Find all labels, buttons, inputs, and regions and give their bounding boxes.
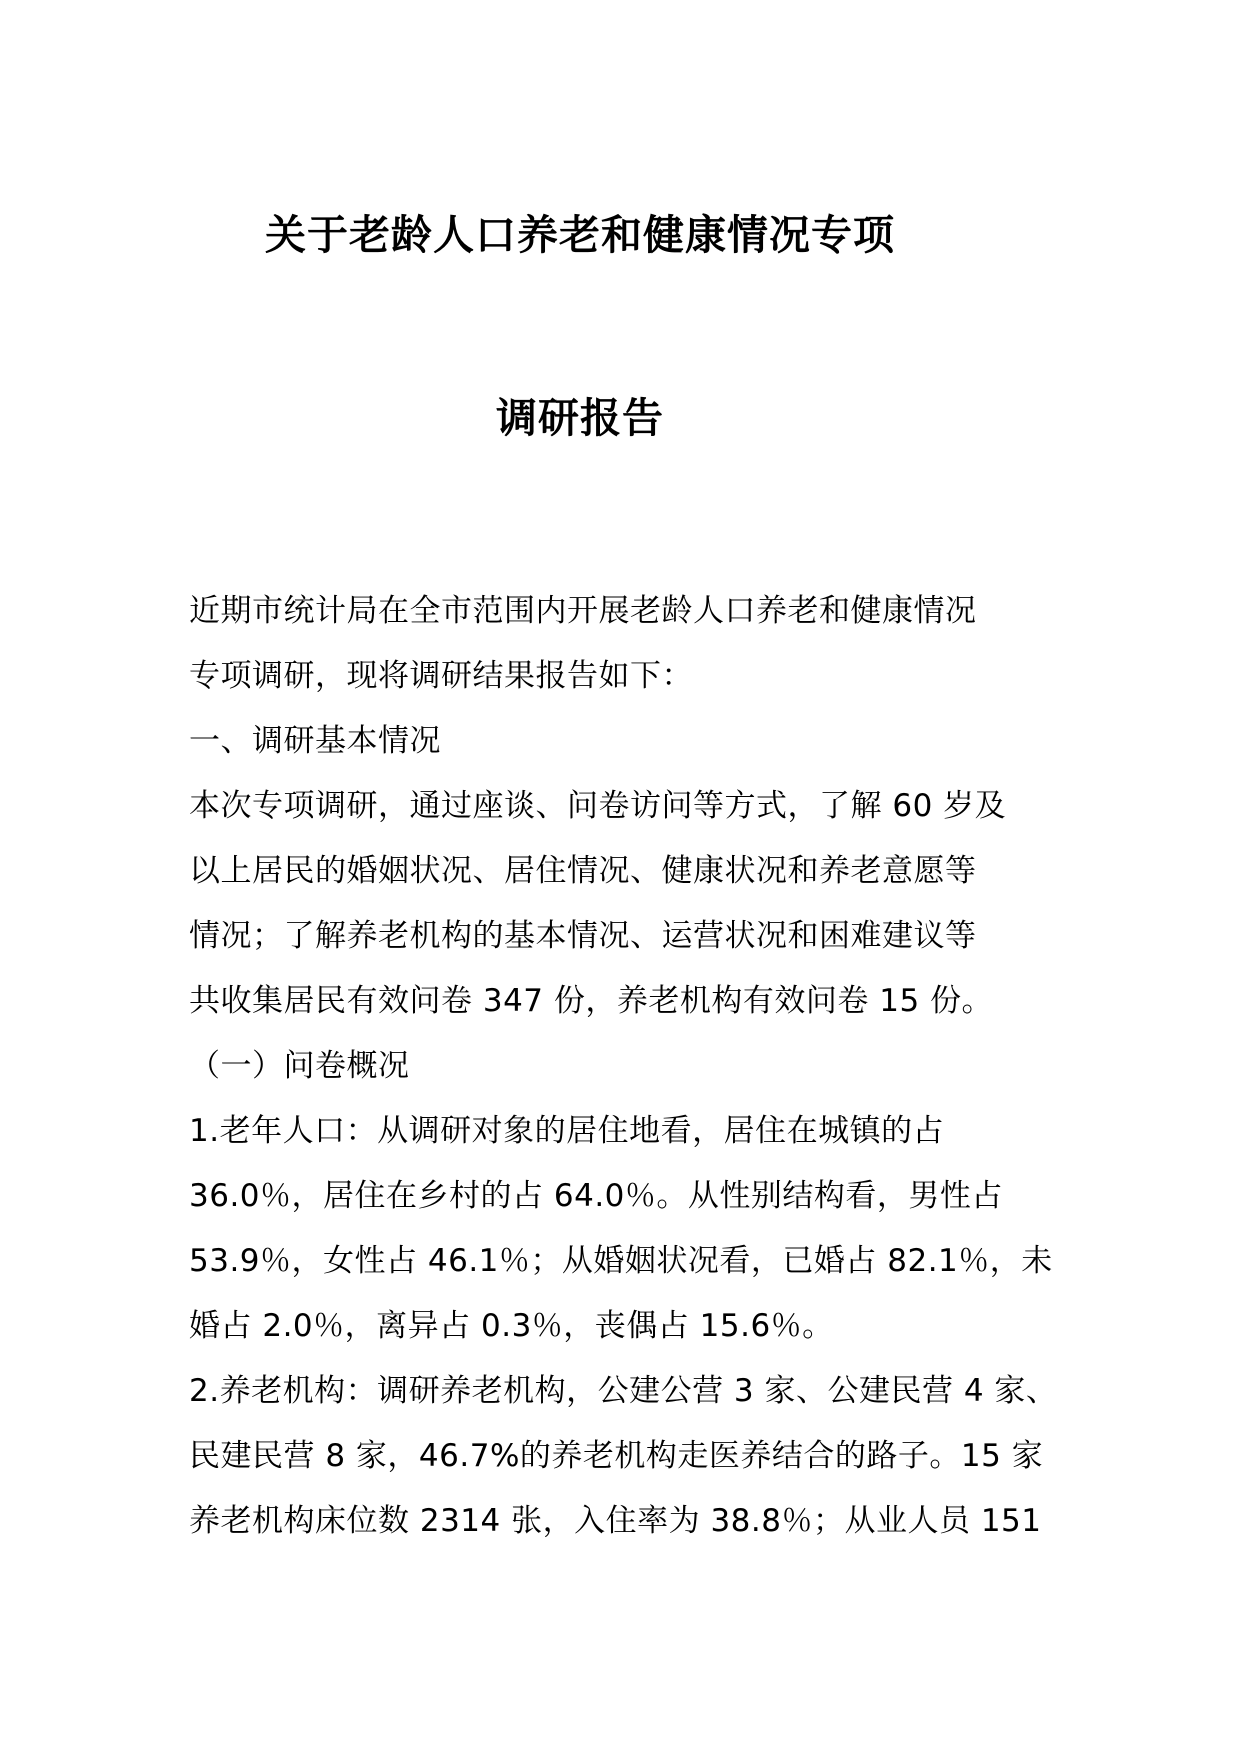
body-line: 53.9％，女性占 46.1％；从婚姻状况看，已婚占 82.1％，未 bbox=[189, 1243, 1053, 1279]
document-body bbox=[189, 579, 1069, 1554]
body-line: 本次专项调研，通过座谈、问卷访问等方式，了解 60 岁及 bbox=[189, 788, 1007, 824]
document-title-line-1: 关于老龄人口养老和健康情况专项 bbox=[265, 211, 895, 259]
section-heading: 一、调研基本情况 bbox=[189, 723, 441, 759]
body-line: 专项调研，现将调研结果报告如下： bbox=[189, 658, 693, 694]
body-line: 情况；了解养老机构的基本情况、运营状况和困难建议等 bbox=[189, 918, 977, 954]
body-line: 共收集居民有效问卷 347 份，养老机构有效问卷 15 份。 bbox=[189, 983, 994, 1019]
body-line: 民建民营 8 家，46.7%的养老机构走医养结合的路子。15 家 bbox=[189, 1438, 1044, 1474]
body-line: 36.0％，居住在乡村的占 64.0％。从性别结构看，男性占 bbox=[189, 1178, 1003, 1214]
document-title-line-2: 调研报告 bbox=[496, 394, 664, 442]
body-line: 1.老年人口：从调研对象的居住地看，居住在城镇的占 bbox=[189, 1113, 945, 1149]
body-line: 养老机构床位数 2314 张，入住率为 38.8％；从业人员 151 bbox=[189, 1503, 1042, 1539]
subsection-heading: （一）问卷概况 bbox=[189, 1048, 410, 1084]
body-line: 婚占 2.0％，离异占 0.3％，丧偶占 15.6％。 bbox=[189, 1308, 834, 1344]
body-line: 以上居民的婚姻状况、居住情况、健康状况和养老意愿等 bbox=[189, 853, 977, 889]
body-line: 近期市统计局在全市范围内开展老龄人口养老和健康情况 bbox=[189, 593, 977, 629]
body-line: 2.养老机构：调研养老机构，公建公营 3 家、公建民营 4 家、 bbox=[189, 1373, 1058, 1409]
